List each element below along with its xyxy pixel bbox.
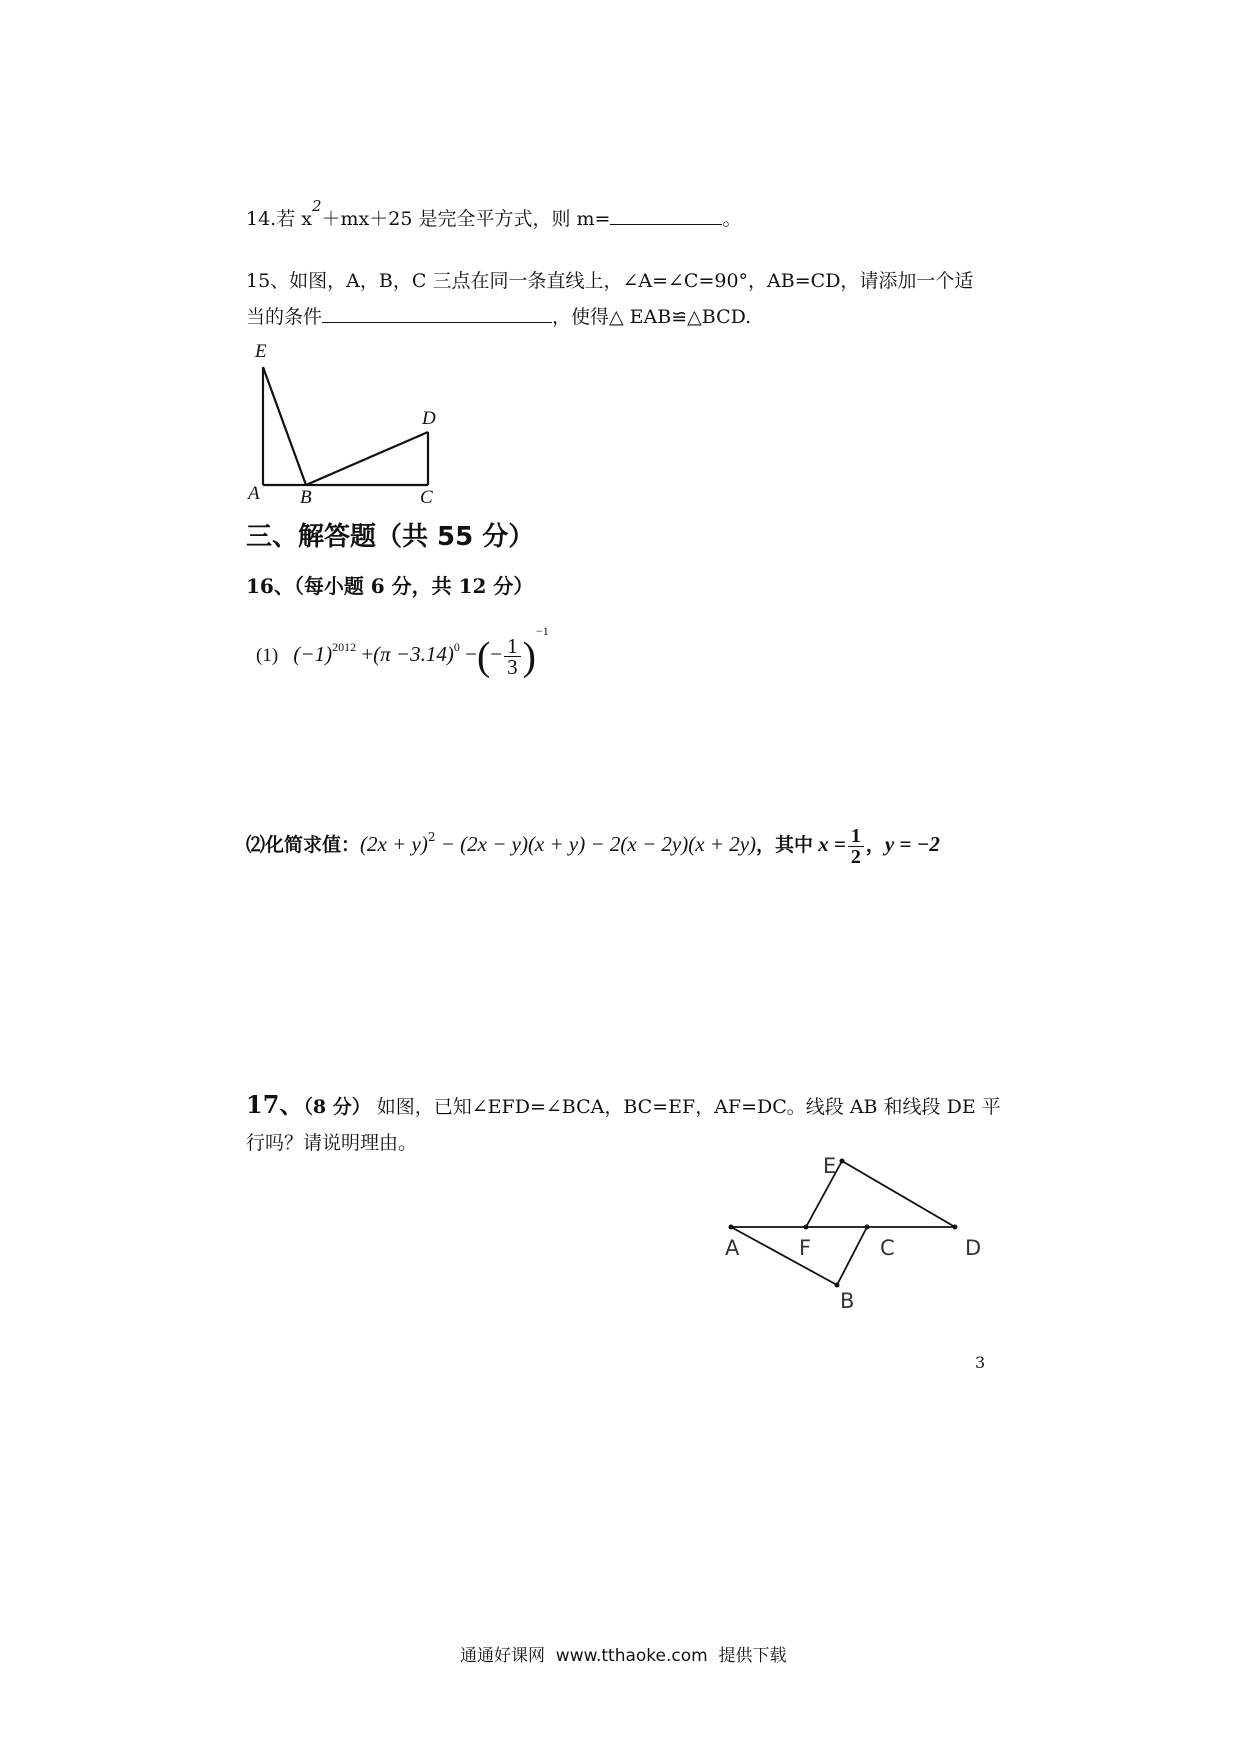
fig15-segment-bd xyxy=(306,432,428,485)
fig15-label-b: B xyxy=(300,487,312,508)
fig15-label-e: E xyxy=(255,341,267,362)
q16p2-where: ，其中 xyxy=(756,834,814,856)
question-17-line1 xyxy=(246,1092,1001,1120)
question-16-part1: (1) $(-1)^{2012} +(\pi -3.14)^0$ −(− $\frac{1}{3}$ )$^{-1}$ xyxy=(256,624,549,679)
figure-15 xyxy=(240,335,450,510)
q15-answer-blank[interactable] xyxy=(322,304,552,323)
q16p2-sep: ， xyxy=(865,834,885,856)
q16p1-plus: + xyxy=(361,642,374,666)
question-16-part2 xyxy=(246,826,940,867)
q14-answer-blank[interactable] xyxy=(610,206,722,225)
fig17-segment-ed xyxy=(842,1161,955,1227)
q16p2-expr-b: − (2x − y)(x + y) − 2(x − 2y)(x + 2y) xyxy=(435,832,757,856)
q16p1-denominator: 3 xyxy=(507,654,518,679)
q16p2-x-fraction xyxy=(848,826,864,867)
fig15-segment-eb xyxy=(263,367,306,485)
q16p2-x-denominator: 2 xyxy=(850,846,861,868)
q16p2-x-eq: x = xyxy=(818,832,846,856)
footer-text: 通通好课网 www.tthaoke.com 提供下载 xyxy=(460,1646,787,1666)
fig17-label-a: A xyxy=(725,1236,740,1260)
q14-exponent: 2 xyxy=(311,197,322,215)
q16p2-expr-a: (2x + y) xyxy=(360,832,428,856)
question-15-line1: 15、如图，A，B，C 三点在同一条直线上，∠A=∠C=90°，AB=CD，请添加一个适 xyxy=(246,270,974,292)
q16p1-exp3: −1 xyxy=(535,624,549,638)
q15-line2-pre: 当的条件 xyxy=(246,306,323,328)
q15-line2-post: ，使得△ EAB≌△BCD. xyxy=(552,306,752,328)
q16p1-exp1: 2012 xyxy=(332,640,357,654)
q14-end: 。 xyxy=(722,208,742,230)
q16p1-numerator: 1 xyxy=(504,636,521,657)
question-16-title: 16、（每小题 6 分，共 12 分） xyxy=(246,574,534,598)
q16p1-label: (1) xyxy=(256,645,279,666)
q16p2-y-eq: y = −2 xyxy=(884,832,940,856)
q16p1-base2: (π −3.14) xyxy=(373,642,454,666)
figure-17 xyxy=(715,1145,995,1315)
page-number: 3 xyxy=(975,1353,986,1372)
q16p2-exp-a: 2 xyxy=(427,830,436,844)
q16p2-label: ⑵化简求值： xyxy=(246,834,361,856)
fig15-label-a: A xyxy=(248,483,260,504)
fig17-segment-bc xyxy=(837,1227,867,1285)
fig17-label-f: F xyxy=(799,1236,812,1260)
q16p1-fraction xyxy=(504,633,521,679)
q17-score: （8 分） xyxy=(303,1096,371,1118)
q17-line1-text: 如图，已知∠EFD=∠BCA，BC=EF，AF=DC。线段 AB 和线段 DE 平 xyxy=(376,1096,1001,1118)
fig15-label-d: D xyxy=(422,408,436,429)
fig17-label-b: B xyxy=(840,1289,855,1313)
section-3-heading: 三、解答题（共 55 分） xyxy=(246,522,535,552)
q16p2-x-numerator: 1 xyxy=(848,826,864,847)
q16p1-exp2: 0 xyxy=(453,640,460,654)
q16p1-minus: − xyxy=(465,642,477,666)
q16p1-base1: (−1) xyxy=(293,642,333,666)
q14-prefix: 14.若 x xyxy=(246,208,312,230)
fig15-label-c: C xyxy=(420,487,433,508)
q16p1-neg: − xyxy=(490,642,503,666)
fig17-label-d: D xyxy=(965,1236,982,1260)
question-17-line2: 行吗？请说明理由。 xyxy=(246,1132,418,1154)
fig17-label-e: E xyxy=(823,1154,837,1178)
fig17-label-c: C xyxy=(880,1236,895,1260)
question-14 xyxy=(246,193,741,232)
q17-title: 17、 xyxy=(246,1090,304,1119)
q14-suffix: ＋mx＋25 是完全平方式，则 m= xyxy=(321,208,611,230)
fig17-segment-ab xyxy=(731,1227,837,1285)
question-15-line2 xyxy=(246,304,751,330)
